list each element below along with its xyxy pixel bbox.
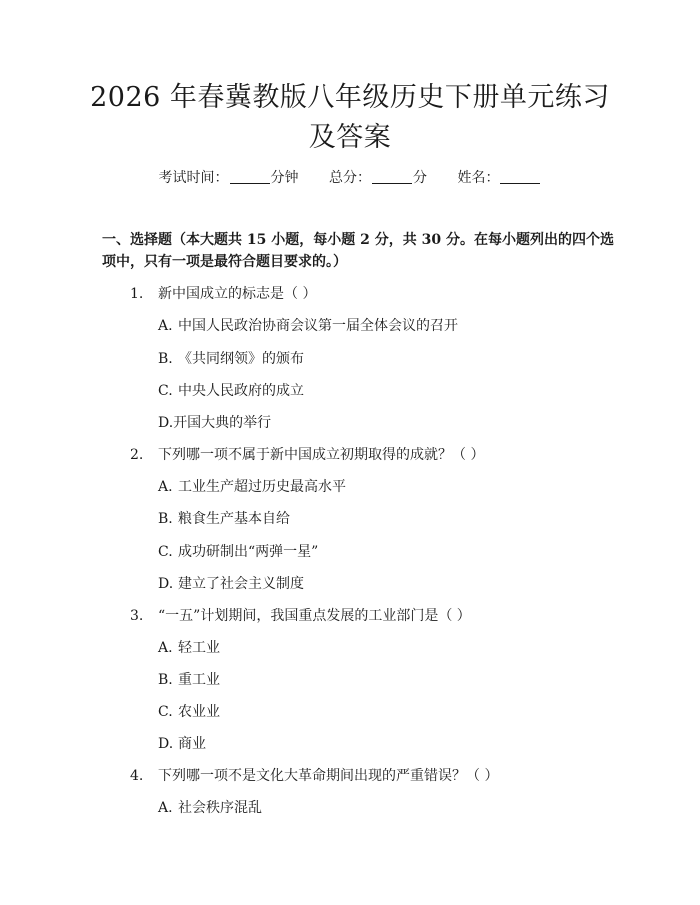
option-3d[interactable] (158, 734, 206, 754)
document-title: 2026 年春冀教版八年级历史下册单元练习及答案 (90, 82, 610, 153)
total-score-field (329, 170, 427, 186)
option-letter: D. (158, 415, 174, 431)
question-text: 下列哪一项不属于新中国成立初期取得的成就？（ ） (158, 447, 485, 463)
name-blank[interactable] (500, 169, 540, 184)
option-letter: A. (158, 318, 173, 334)
option-3b[interactable] (158, 670, 220, 690)
option-1b[interactable] (158, 349, 304, 369)
option-2c[interactable] (158, 542, 318, 562)
option-letter: D. (158, 736, 174, 752)
option-letter: B. (158, 351, 173, 367)
option-letter: D. (158, 576, 174, 592)
option-text: 粮食生产基本自给 (178, 511, 290, 527)
option-letter: B. (158, 511, 173, 527)
option-text: 轻工业 (178, 640, 220, 656)
question-number: 1. (130, 286, 144, 302)
section-header: 一、选择题（本大题共 15 小题，每小题 2 分，共 30 分。在每小题列出的四个选项中，只有一项是最符合题目要求的。） (102, 232, 614, 270)
option-letter: C. (158, 704, 173, 720)
option-3a[interactable] (158, 638, 220, 658)
option-2a[interactable] (158, 477, 346, 497)
option-letter: C. (158, 544, 173, 560)
question-text: “一五”计划期间，我国重点发展的工业部门是（ ） (158, 608, 471, 624)
option-4a[interactable] (158, 798, 262, 818)
question-text: 下列哪一项不是文化大革命期间出现的严重错误？（ ） (158, 768, 499, 784)
option-letter: A. (158, 479, 173, 495)
option-text: 《共同纲领》的颁布 (178, 351, 304, 367)
question-text: 新中国成立的标志是（ ） (158, 286, 317, 302)
option-letter: A. (158, 640, 173, 656)
option-1d[interactable] (158, 413, 271, 433)
total-score-unit: 分 (413, 170, 427, 186)
option-text: 重工业 (178, 672, 220, 688)
option-text: 成功研制出“两弹一星” (178, 544, 319, 560)
name-label: 姓名： (457, 170, 500, 186)
exam-info-line (0, 167, 700, 189)
exam-time-label: 考试时间： (158, 170, 229, 186)
option-text: 工业生产超过历史最高水平 (178, 479, 346, 495)
option-text: 商业 (178, 736, 206, 752)
total-score-blank[interactable] (372, 169, 412, 184)
question-number: 4. (130, 768, 144, 784)
option-text: 中国人民政治协商会议第一届全体会议的召开 (178, 318, 458, 334)
option-1a[interactable] (158, 316, 458, 336)
option-text: 农业业 (178, 704, 220, 720)
option-1c[interactable] (158, 381, 304, 401)
option-text: 社会秩序混乱 (178, 800, 262, 816)
total-score-label: 总分： (329, 170, 371, 186)
option-text: 建立了社会主义制度 (178, 576, 304, 592)
name-field (457, 170, 541, 186)
question-number: 3. (130, 608, 144, 624)
question-number: 2. (130, 447, 144, 463)
option-2b[interactable] (158, 509, 290, 529)
option-letter: C. (158, 383, 173, 399)
option-letter: B. (158, 672, 173, 688)
option-2d[interactable] (158, 574, 304, 594)
exam-time-blank[interactable] (230, 169, 270, 184)
option-text: 中央人民政府的成立 (178, 383, 304, 399)
option-text: 开国大典的举行 (173, 415, 272, 431)
exam-time-unit: 分钟 (270, 170, 299, 186)
option-3c[interactable] (158, 702, 220, 722)
option-letter: A. (158, 800, 173, 816)
exam-time-field (159, 170, 299, 186)
